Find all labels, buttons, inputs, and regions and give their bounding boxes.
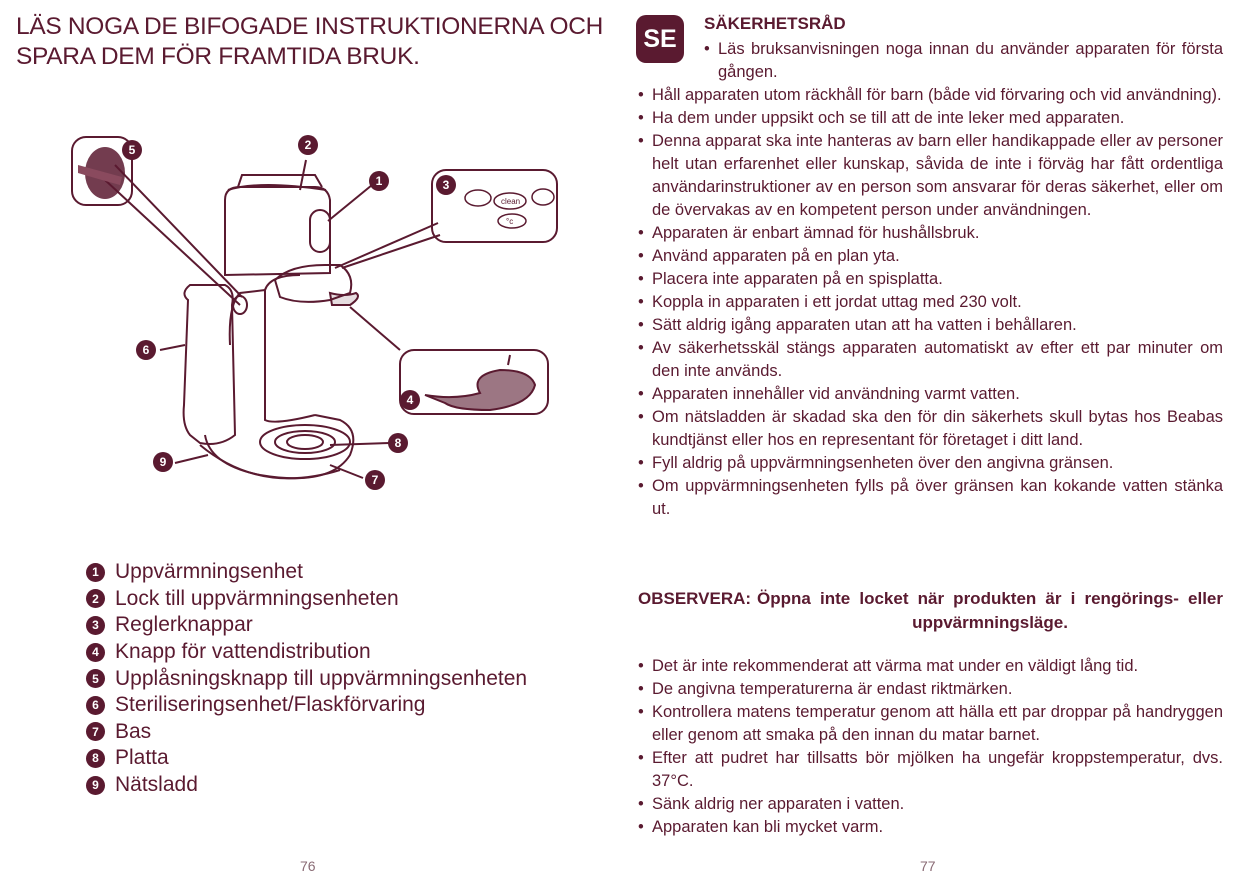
language-badge: SE: [636, 15, 684, 63]
callout-5: [122, 140, 142, 160]
list-item: • Ha dem under uppsikt och se till att de inte leker med apparaten.: [638, 107, 1223, 130]
list-item: • Av säkerhetsskäl stängs apparaten automatiskt av efter ett par minuter om den inte används.: [638, 337, 1223, 383]
list-item: • Det är inte rekommenderat att värma mat under en väldigt lång tid.: [638, 655, 1223, 678]
panel-temp-label: °c: [506, 217, 514, 226]
list-item: • Efter att pudret har tillsatts bör mjölken ha ungefär kroppstemperatur, dvs. 37°C.: [638, 747, 1223, 793]
svg-text:4: 4: [406, 393, 414, 407]
svg-text:2: 2: [304, 138, 312, 152]
parts-legend: [86, 559, 527, 798]
usage-list: [638, 655, 1223, 839]
list-item: • Koppla in apparaten i ett jordat uttag med 230 volt.: [638, 291, 1223, 314]
list-item: • De angivna temperaturerna är endast riktmärken.: [638, 678, 1223, 701]
safety-list: [638, 38, 1223, 521]
list-item: • Om uppvärmningsenheten fylls på över gränsen kan kokande vatten stänka ut.: [638, 475, 1223, 521]
callout-9: [153, 452, 173, 472]
panel-clean-label: clean: [501, 197, 521, 206]
svg-text:5: 5: [128, 143, 136, 157]
page-number-left: 76: [300, 858, 316, 874]
list-item: • Håll apparaten utom räckhåll för barn (både vid förvaring och vid användning).: [638, 84, 1223, 107]
unlock-knob-detail: [78, 147, 125, 199]
observe-label: OBSERVERA:: [638, 589, 752, 608]
svg-text:3: 3: [442, 178, 450, 192]
section-title: SÄKERHETSRÅD: [704, 14, 846, 33]
legend-item: 2 Lock till uppvärmningsenheten: [86, 586, 527, 613]
list-item: • Sänk aldrig ner apparaten i vatten.: [638, 793, 1223, 816]
list-item: • Använd apparaten på en plan yta.: [638, 245, 1223, 268]
list-item: • Kontrollera matens temperatur genom att hälla ett par droppar på handryggen eller genom att smaka på den innan du matar barnet.: [638, 701, 1223, 747]
title-line-2: SPARA DEM FÖR FRAMTIDA BRUK.: [16, 43, 420, 70]
callout-3: [436, 175, 456, 195]
callout-4: [400, 390, 420, 410]
legend-item: 7 Bas: [86, 719, 527, 746]
observe-note: [638, 587, 1223, 635]
legend-item: 9 Nätsladd: [86, 772, 527, 799]
list-item: • Om nätsladden är skadad ska den för din säkerhets skull bytas hos Beabas kundtjänst eller hos en representant för företaget i ditt land.: [638, 406, 1223, 452]
list-item: • Fyll aldrig på uppvärmningsenheten över den angivna gränsen.: [638, 452, 1223, 475]
list-item: • Denna apparat ska inte hanteras av barn eller handikappade eller av personer helt utan erfarenhet eller kunskap, såvida de inte i förväg har fått ordentliga användarinstruktioner av en person som ansvarar för deras säkerhet, eller om de övervakas av en kompetent person under användningen.: [638, 130, 1223, 222]
callout-2: [298, 135, 318, 155]
legend-item: 1 Uppvärmningsenhet: [86, 559, 527, 586]
list-item: • Apparaten är enbart ämnad för hushållsbruk.: [638, 222, 1223, 245]
right-page: [620, 0, 1241, 886]
observe-text: Öppna inte locket när produkten är i rengörings- eller uppvärmningsläge.: [757, 589, 1223, 632]
page-title: [16, 12, 606, 72]
legend-item: 8 Platta: [86, 745, 527, 772]
page-number-right: 77: [920, 858, 936, 874]
list-item: • Apparaten innehåller vid användning varmt vatten.: [638, 383, 1223, 406]
svg-text:6: 6: [142, 343, 150, 357]
callout-1: [369, 171, 389, 191]
sterilizer-unit: [184, 285, 235, 444]
callout-6: [136, 340, 156, 360]
list-item: • Placera inte apparaten på en spisplatta.: [638, 268, 1223, 291]
title-line-1: LÄS NOGA DE BIFOGADE INSTRUKTIONERNA OCH: [16, 13, 603, 40]
svg-text:9: 9: [159, 455, 167, 469]
legend-item: 4 Knapp för vattendistribution: [86, 639, 527, 666]
svg-text:7: 7: [371, 473, 379, 487]
heating-unit: [225, 187, 330, 275]
list-item: • Sätt aldrig igång apparaten utan att ha vatten i behållaren.: [638, 314, 1223, 337]
legend-item: 6 Steriliseringsenhet/Flaskförvaring: [86, 692, 527, 719]
list-item: • Läs bruksanvisningen noga innan du använder apparaten för första gången.: [704, 38, 1223, 84]
svg-text:8: 8: [394, 436, 402, 450]
left-page: [0, 0, 620, 886]
callout-7: [365, 470, 385, 490]
callout-8: [388, 433, 408, 453]
product-diagram: [60, 125, 560, 515]
list-item: • Apparaten kan bli mycket varm.: [638, 816, 1223, 839]
svg-text:1: 1: [375, 174, 383, 188]
legend-item: 5 Upplåsningsknapp till uppvärmningsenheten: [86, 665, 527, 692]
legend-item: 3 Reglerknappar: [86, 612, 527, 639]
